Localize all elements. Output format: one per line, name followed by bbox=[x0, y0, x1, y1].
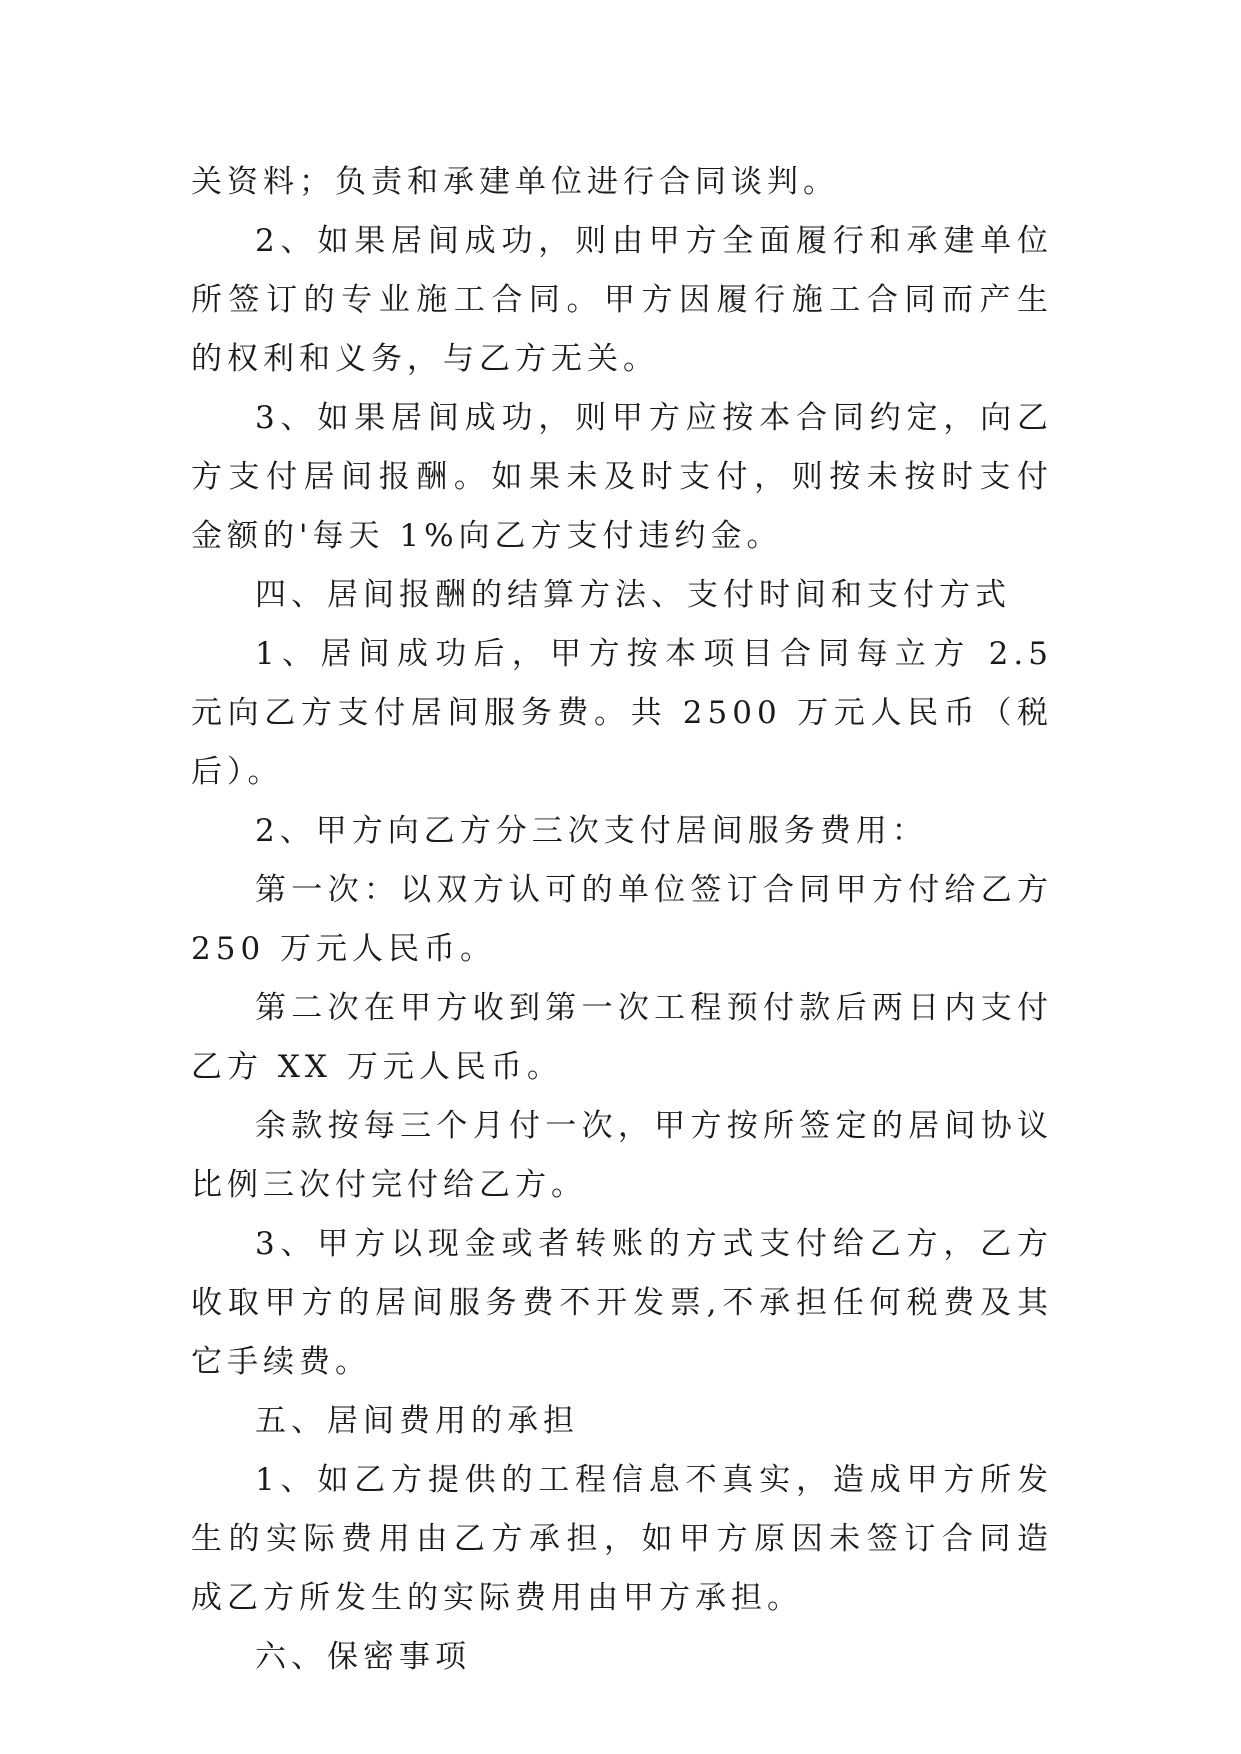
section-heading-4: 四、居间报酬的结算方法、支付时间和支付方式 bbox=[255, 577, 1011, 613]
paragraph-first-payment: 第一次：以双方认可的单位签订合同甲方付给乙方 250 万元人民币。 bbox=[191, 872, 1053, 967]
section-heading-5: 五、居间费用的承担 bbox=[255, 1403, 579, 1439]
paragraph-5-1: 1、如乙方提供的工程信息不真实，造成甲方所发生的实际费用由乙方承担，如甲方原因未签订合同造成乙方所发生的实际费用由甲方承担。 bbox=[191, 1462, 1053, 1616]
paragraph-remaining-payment: 余款按每三个月付一次，甲方按所签定的居间协议比例三次付完付给乙方。 bbox=[191, 1108, 1053, 1203]
paragraph-4-3: 3、甲方以现金或者转账的方式支付给乙方，乙方收取甲方的居间服务费不开发票,不承担任何税费及其它手续费。 bbox=[191, 1226, 1053, 1380]
section-heading-6: 六、保密事项 bbox=[255, 1639, 471, 1675]
paragraph-4-2: 2、甲方向乙方分三次支付居间服务费用： bbox=[255, 813, 928, 849]
paragraph-second-payment: 第二次在甲方收到第一次工程预付款后两日内支付乙方 XX 万元人民币。 bbox=[191, 990, 1053, 1085]
paragraph-continuation: 关资料；负责和承建单位进行合同谈判。 bbox=[191, 164, 839, 200]
paragraph-clause-3: 3、如果居间成功，则甲方应按本合同约定，向乙方支付居间报酬。如果未及时支付，则按未按时支付金额的'每天 1%向乙方支付违约金。 bbox=[191, 400, 1053, 554]
document-body bbox=[191, 153, 1053, 1687]
paragraph-clause-2: 2、如果居间成功，则由甲方全面履行和承建单位所签订的专业施工合同。甲方因履行施工合同而产生的权利和义务，与乙方无关。 bbox=[191, 223, 1053, 377]
paragraph-4-1: 1、居间成功后，甲方按本项目合同每立方 2.5 元向乙方支付居间服务费。共 2500 万元人民币（税后）。 bbox=[191, 636, 1053, 790]
